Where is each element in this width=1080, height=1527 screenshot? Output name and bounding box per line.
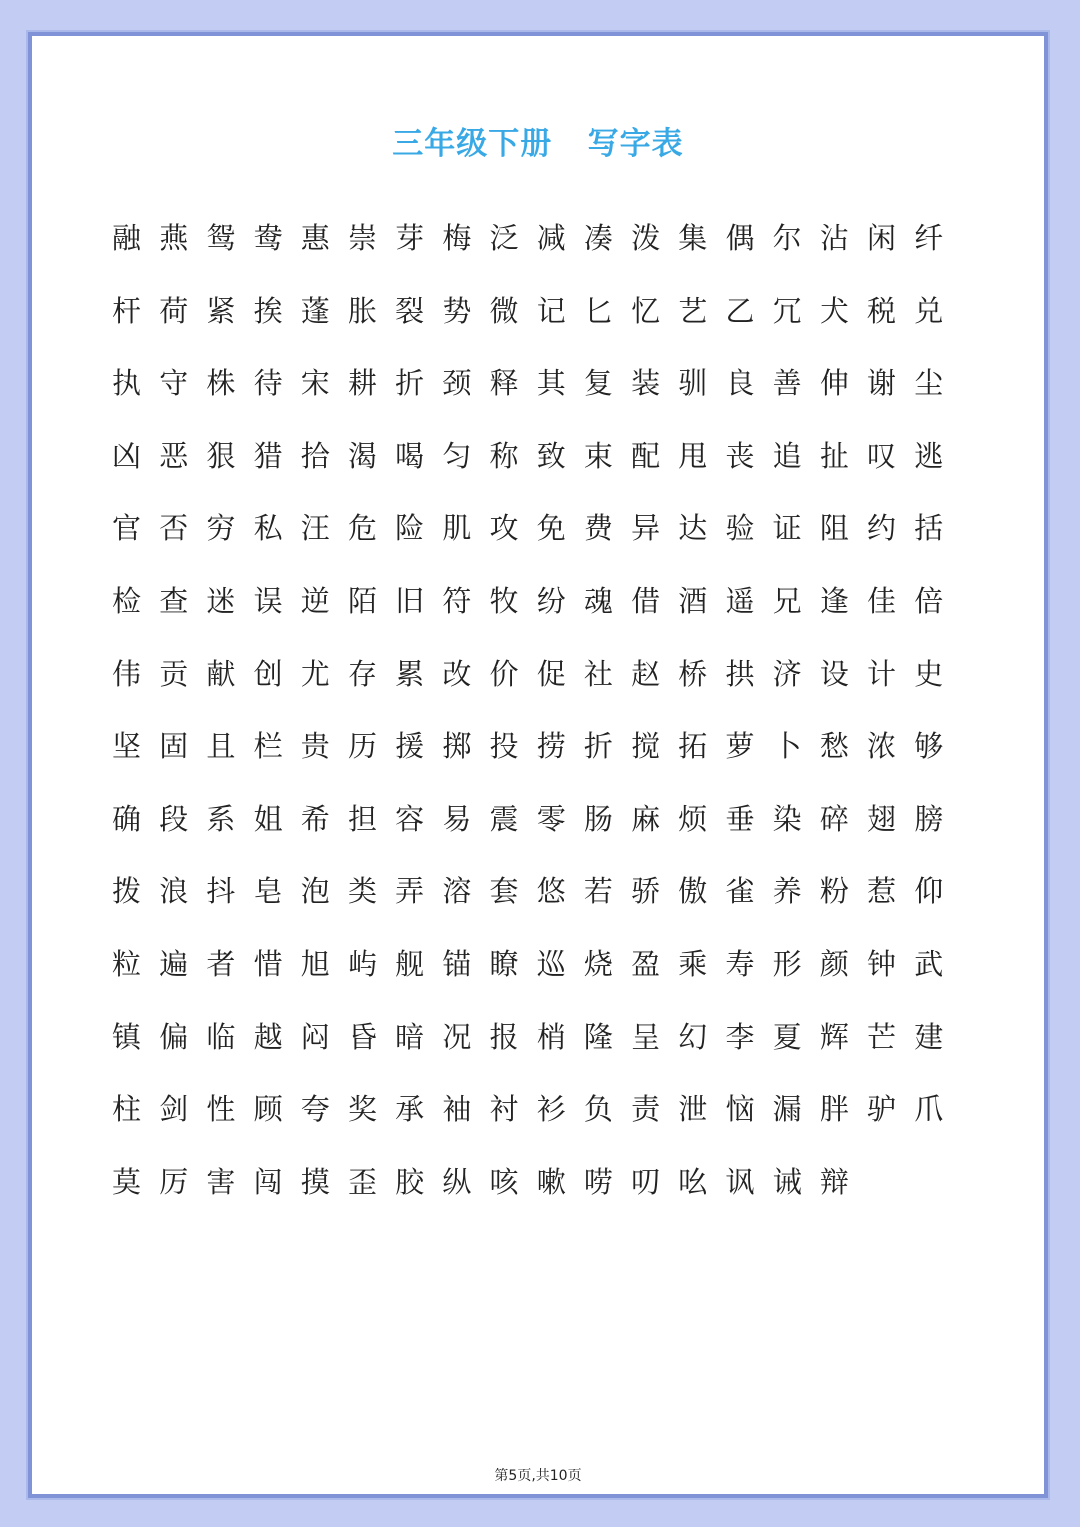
character: 献 [206,656,236,691]
character: 社 [583,656,613,691]
character: 其 [536,366,566,401]
character: 越 [253,1019,283,1054]
character: 锚 [442,946,472,981]
character: 符 [442,583,472,618]
character-row [112,357,972,430]
character: 责 [631,1092,661,1127]
character: 复 [583,366,613,401]
character: 胀 [347,293,377,328]
character: 叹 [867,438,897,473]
character: 费 [583,511,613,546]
character: 魂 [583,583,613,618]
character: 官 [112,511,142,546]
character: 迷 [206,583,236,618]
character: 隆 [583,1019,613,1054]
character-row [112,502,972,575]
character: 仰 [914,874,944,909]
character: 段 [159,801,189,836]
character: 促 [536,656,566,691]
character: 证 [772,511,802,546]
character: 追 [772,438,802,473]
character: 甩 [678,438,708,473]
character: 李 [725,1019,755,1054]
character: 匀 [442,438,472,473]
character: 确 [112,801,142,836]
character: 势 [442,293,472,328]
character: 性 [206,1092,236,1127]
character: 容 [395,801,425,836]
character: 良 [725,366,755,401]
character: 摸 [300,1164,330,1199]
character: 套 [489,874,519,909]
page-title: 三年级下册 写字表 [392,126,684,162]
character: 漏 [772,1092,802,1127]
character: 希 [300,801,330,836]
character: 夸 [300,1092,330,1127]
character: 愁 [819,729,849,764]
character: 贵 [300,729,330,764]
character: 肌 [442,511,472,546]
character: 讽 [725,1164,755,1199]
character: 养 [772,874,802,909]
character: 烦 [678,801,708,836]
character: 匕 [583,293,613,328]
character: 纵 [442,1164,472,1199]
character: 称 [489,438,519,473]
character: 惹 [867,874,897,909]
character: 夏 [772,1019,802,1054]
character: 拱 [725,656,755,691]
character: 攻 [489,511,519,546]
character: 谢 [867,366,897,401]
character: 艺 [678,293,708,328]
character: 镇 [112,1019,142,1054]
character: 搅 [631,729,661,764]
character: 闲 [867,221,897,255]
character: 装 [631,366,661,401]
character: 挨 [253,293,283,328]
character: 浪 [159,874,189,909]
character: 沾 [819,221,849,255]
character: 税 [867,293,897,328]
character: 粉 [819,874,849,909]
character: 遍 [159,946,189,981]
character: 翅 [867,801,897,836]
character: 旧 [395,583,425,618]
character: 微 [489,293,519,328]
character: 凑 [583,221,613,255]
character: 泛 [489,221,519,255]
character: 莫 [112,1164,142,1199]
character: 倍 [914,583,944,618]
character: 顾 [253,1092,283,1127]
character: 渴 [347,438,377,473]
character: 险 [395,511,425,546]
character: 钟 [867,946,897,981]
character: 执 [112,366,142,401]
character: 驴 [867,1092,897,1127]
character: 泼 [631,221,661,255]
character-row [112,1011,972,1084]
document-page [28,32,1048,1498]
character: 衬 [489,1092,519,1127]
character: 姐 [253,801,283,836]
character: 尔 [772,221,802,255]
character: 弄 [395,874,425,909]
character: 尤 [300,656,330,691]
character: 逃 [914,438,944,473]
character: 折 [583,729,613,764]
character: 兑 [914,293,944,328]
character: 创 [253,656,283,691]
character: 紧 [206,293,236,328]
character: 雀 [725,874,755,909]
character: 凶 [112,438,142,473]
character: 临 [206,1019,236,1054]
character-row [112,720,972,793]
character: 卜 [772,729,802,764]
character: 舰 [395,946,425,981]
character: 致 [536,438,566,473]
character: 粒 [112,946,142,981]
character: 碎 [819,801,849,836]
character: 嗽 [536,1164,566,1199]
character: 武 [914,946,944,981]
character: 零 [536,801,566,836]
character: 融 [112,221,142,255]
character: 拓 [678,729,708,764]
character: 济 [772,656,802,691]
character: 私 [253,511,283,546]
character: 达 [678,511,708,546]
character: 寿 [725,946,755,981]
character: 牧 [489,583,519,618]
character: 袖 [442,1092,472,1127]
character: 胶 [395,1164,425,1199]
page-footer: 第5页,共10页 [494,1468,582,1484]
character: 膀 [914,801,944,836]
character: 况 [442,1019,472,1054]
character: 歪 [347,1164,377,1199]
character: 昏 [347,1019,377,1054]
character: 赵 [631,656,661,691]
character: 且 [206,729,236,764]
character: 猎 [253,438,283,473]
character: 胖 [819,1092,849,1127]
character: 叨 [631,1164,661,1199]
character: 史 [914,656,944,691]
character: 历 [347,729,377,764]
character: 盈 [631,946,661,981]
character: 配 [631,438,661,473]
character: 冗 [772,293,802,328]
character: 尘 [914,366,944,401]
character: 查 [159,583,189,618]
character: 减 [536,221,566,255]
character: 燕 [159,221,189,255]
character: 暗 [395,1019,425,1054]
character: 逆 [300,583,330,618]
character-row [112,285,972,358]
character: 折 [395,366,425,401]
character: 偶 [725,221,755,255]
character: 恼 [725,1092,755,1127]
character: 巡 [536,946,566,981]
character: 阻 [819,511,849,546]
character: 杆 [112,293,142,328]
character: 丧 [725,438,755,473]
character: 建 [914,1019,944,1054]
character: 坚 [112,729,142,764]
character: 梢 [536,1019,566,1054]
character: 借 [631,583,661,618]
character: 旭 [300,946,330,981]
character: 蓬 [300,293,330,328]
character: 汪 [300,511,330,546]
character: 荷 [159,293,189,328]
character: 形 [772,946,802,981]
character: 释 [489,366,519,401]
character: 偏 [159,1019,189,1054]
character-row [112,793,972,866]
character: 设 [819,656,849,691]
character: 鸳 [206,221,236,255]
character: 否 [159,511,189,546]
character: 易 [442,801,472,836]
character: 颈 [442,366,472,401]
character: 守 [159,366,189,401]
character: 约 [867,511,897,546]
character: 喝 [395,438,425,473]
character: 颜 [819,946,849,981]
character: 乘 [678,946,708,981]
character: 捞 [536,729,566,764]
character: 恶 [159,438,189,473]
character: 遥 [725,583,755,618]
character: 待 [253,366,283,401]
character-row [112,865,972,938]
character: 记 [536,293,566,328]
character: 穷 [206,511,236,546]
character-grid [112,212,972,1228]
character: 忆 [631,293,661,328]
character: 耕 [347,366,377,401]
character: 唠 [583,1164,613,1199]
character: 咳 [489,1164,519,1199]
character: 固 [159,729,189,764]
character: 酒 [678,583,708,618]
character: 泡 [300,874,330,909]
character: 辉 [819,1019,849,1054]
character: 梅 [442,221,472,255]
character: 报 [489,1019,519,1054]
character: 皂 [253,874,283,909]
character: 误 [253,583,283,618]
character: 逢 [819,583,849,618]
character: 兄 [772,583,802,618]
character: 诫 [772,1164,802,1199]
character: 衫 [536,1092,566,1127]
character: 类 [347,874,377,909]
character: 闯 [253,1164,283,1199]
character: 株 [206,366,236,401]
character: 麻 [631,801,661,836]
character: 裂 [395,293,425,328]
character: 危 [347,511,377,546]
character: 瞭 [489,946,519,981]
character: 拾 [300,438,330,473]
character: 狠 [206,438,236,473]
character: 集 [678,221,708,255]
character: 惠 [300,221,330,255]
character: 泄 [678,1092,708,1127]
character: 伟 [112,656,142,691]
character: 芽 [395,221,425,255]
character: 害 [206,1164,236,1199]
character: 束 [583,438,613,473]
character: 累 [395,656,425,691]
character: 垂 [725,801,755,836]
character: 震 [489,801,519,836]
character: 染 [772,801,802,836]
character: 异 [631,511,661,546]
character-row [112,575,972,648]
character: 浓 [867,729,897,764]
character: 奖 [347,1092,377,1127]
character: 计 [867,656,897,691]
character: 括 [914,511,944,546]
character: 伸 [819,366,849,401]
character: 拨 [112,874,142,909]
character: 崇 [347,221,377,255]
character: 剑 [159,1092,189,1127]
character: 驯 [678,366,708,401]
character: 扯 [819,438,849,473]
character: 傲 [678,874,708,909]
character: 够 [914,729,944,764]
character: 投 [489,729,519,764]
character: 乙 [725,293,755,328]
character: 善 [772,366,802,401]
character: 佳 [867,583,897,618]
character: 免 [536,511,566,546]
character: 栏 [253,729,283,764]
character: 系 [206,801,236,836]
character: 贡 [159,656,189,691]
character-row [112,648,972,721]
character-row [112,430,972,503]
character: 桥 [678,656,708,691]
character: 承 [395,1092,425,1127]
character-row [112,212,972,285]
character: 检 [112,583,142,618]
character: 负 [583,1092,613,1127]
character: 宋 [300,366,330,401]
character: 爪 [914,1092,944,1127]
character: 屿 [347,946,377,981]
character: 悠 [536,874,566,909]
character: 呈 [631,1019,661,1054]
character: 存 [347,656,377,691]
character-row [112,1083,972,1156]
character: 萝 [725,729,755,764]
character: 吆 [678,1164,708,1199]
character: 芒 [867,1019,897,1054]
character-row [112,938,972,1011]
character: 辩 [819,1164,849,1199]
character: 惜 [253,946,283,981]
character: 肠 [583,801,613,836]
character: 鸯 [253,221,283,255]
character: 溶 [442,874,472,909]
character-row [112,1156,972,1229]
character: 若 [583,874,613,909]
character: 骄 [631,874,661,909]
character: 纤 [914,221,944,255]
character: 验 [725,511,755,546]
character: 厉 [159,1164,189,1199]
character: 援 [395,729,425,764]
character: 者 [206,946,236,981]
character: 纷 [536,583,566,618]
character: 担 [347,801,377,836]
character: 掷 [442,729,472,764]
character: 烧 [583,946,613,981]
character: 价 [489,656,519,691]
character: 抖 [206,874,236,909]
character: 犬 [819,293,849,328]
character: 陌 [347,583,377,618]
character: 改 [442,656,472,691]
character: 幻 [678,1019,708,1054]
character: 柱 [112,1092,142,1127]
character: 闷 [300,1019,330,1054]
